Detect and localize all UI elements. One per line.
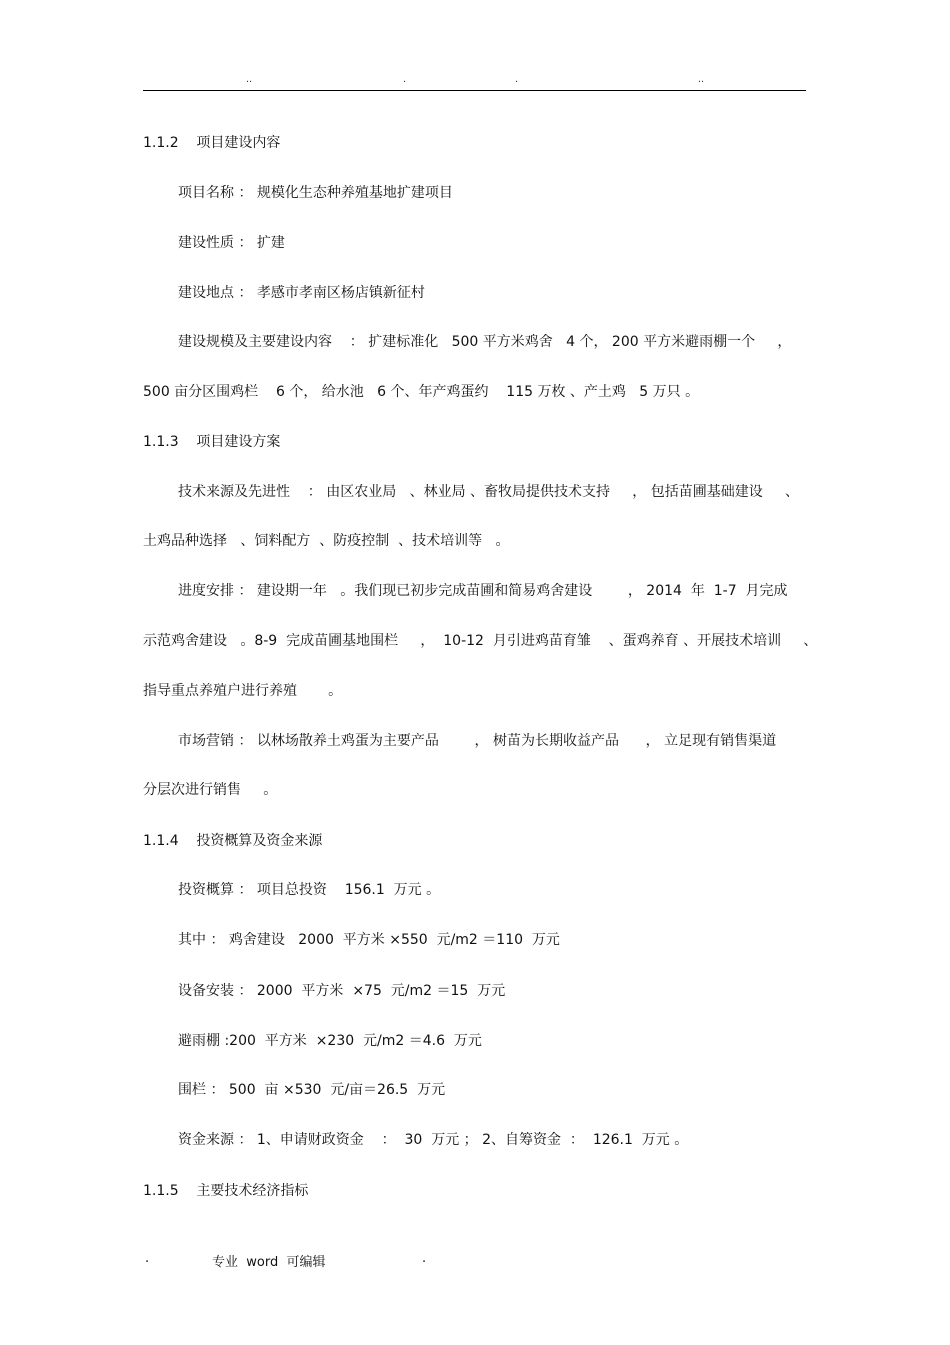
section-heading-1-1-5: 1.1.5 主要技术经济指标 [143,1183,309,1199]
construction-nature-line: 建设性质 ： 扩建 [178,235,285,251]
construction-scale-line-2: 500 亩分区围鸡栏 6 个， 给水池 6 个、年产鸡蛋约 115 万枚 、产土鸡 5 万只 。 [143,384,700,400]
section-heading-1-1-3: 1.1.3 项目建设方案 [143,434,281,450]
construction-location-line: 建设地点 ： 孝感市孝南区杨店镇新征村 [178,285,425,301]
header-dot-1: .. [246,73,253,85]
tech-source-line-2: 土鸡品种选择 、饲料配方 、防疫控制 、技术培训等 。 [143,533,510,549]
investment-item-shelter: 避雨棚 :200 平方米 ×230 元/m2 ＝4.6 万元 [178,1033,482,1049]
header-dot-2: . [403,73,407,85]
footer-label: 专业 word 可编辑 [212,1255,326,1270]
header-dot-3: . [515,73,519,85]
project-name-line: 项目名称 ： 规模化生态种养殖基地扩建项目 [178,185,453,201]
marketing-line-1: 市场营销 ： 以林场散养土鸡蛋为主要产品 ， 树苗为长期收益产品 ， 立足现有销售渠道 [178,733,777,749]
construction-scale-line-1: 建设规模及主要建设内容 ： 扩建标准化 500 平方米鸡舍 4 个， 200 平方米避雨棚一个 ， [178,334,792,350]
tech-source-line-1: 技术来源及先进性 ： 由区农业局 、林业局 、畜牧局提供技术支持 ， 包括苗圃基础建设 、 [178,484,800,500]
footer-left-dot: . [145,1251,150,1266]
investment-item-fence: 围栏 ： 500 亩 ×530 元/亩＝26.5 万元 [178,1082,446,1098]
funding-source-line: 资金来源 ： 1、申请财政资金 ： 30 万元 ； 2、自筹资金 ： 126.1 万元 。 [178,1132,689,1148]
investment-estimate-line: 投资概算 ： 项目总投资 156.1 万元 。 [178,882,441,898]
section-heading-1-1-4: 1.1.4 投资概算及资金来源 [143,833,323,849]
investment-item-equipment: 设备安装 ： 2000 平方米 ×75 元/m2 ＝15 万元 [178,983,506,999]
schedule-line-3: 指导重点养殖户进行养殖 。 [143,683,343,699]
schedule-line-1: 进度安排 ： 建设期一年 。我们现已初步完成苗圃和简易鸡舍建设 ， 2014 年 1-7 月完成 [178,583,788,599]
investment-item-coop: 其中 ： 鸡舍建设 2000 平方米 ×550 元/m2 ＝110 万元 [178,932,560,948]
header-dot-4: .. [698,73,705,85]
header-rule [143,90,806,91]
section-heading-1-1-2: 1.1.2 项目建设内容 [143,135,281,151]
marketing-line-2: 分层次进行销售 。 [143,782,278,798]
schedule-line-2: 示范鸡舍建设 。8-9 完成苗圃基地围栏 ， 10-12 月引进鸡苗育雏 、蛋鸡养育 、开展技术培训 、 [143,633,818,649]
footer-right-dot: . [422,1251,427,1266]
